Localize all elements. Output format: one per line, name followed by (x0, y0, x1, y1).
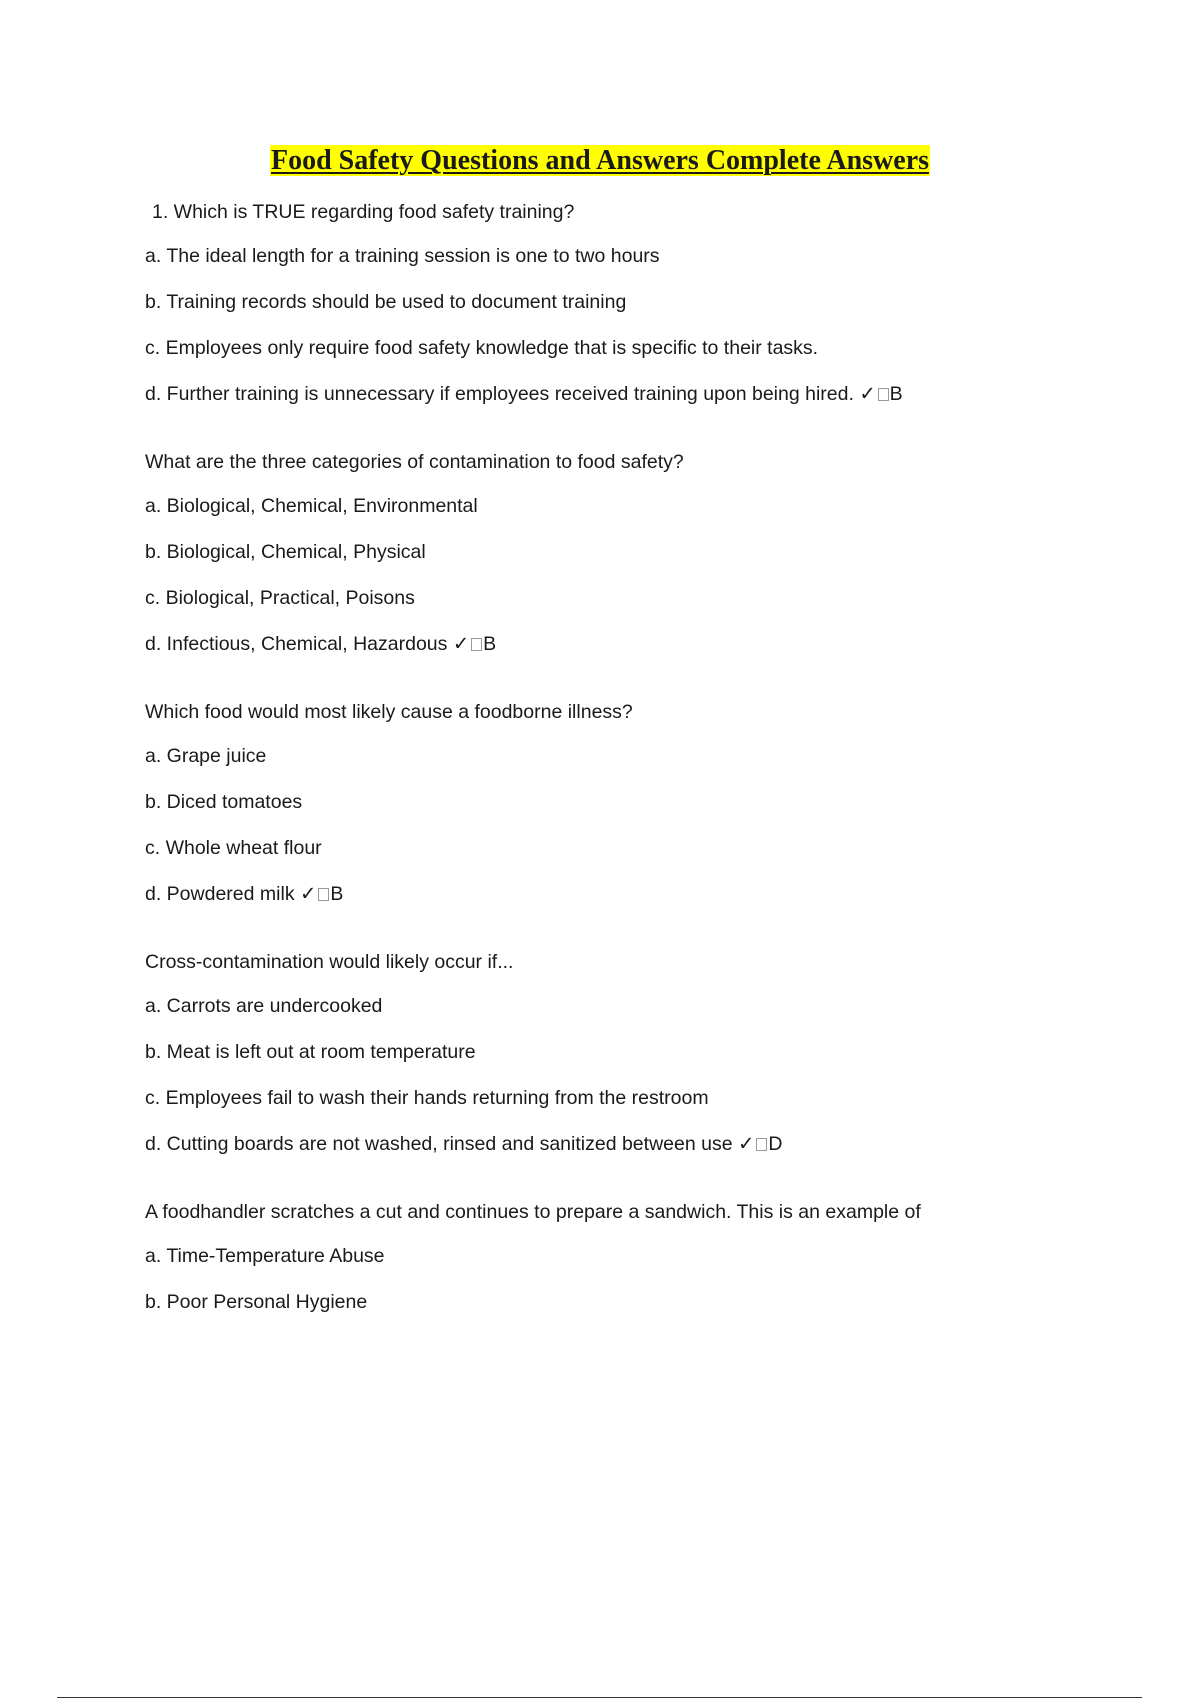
answer-key (859, 383, 902, 405)
option-d: d. Powdered milk (145, 883, 295, 905)
question-text: Cross-contamination would likely occur if... (145, 951, 514, 973)
question-1 (145, 201, 1145, 405)
option-a: a. Time-Temperature Abuse (145, 1245, 385, 1267)
answer-letter: D (768, 1133, 783, 1155)
question-3 (145, 701, 1145, 905)
question-text: 1. Which is TRUE regarding food safety training? (152, 201, 575, 223)
answer-letter: B (330, 883, 344, 905)
check-icon: ✓ (300, 883, 317, 905)
question-text: Which food would most likely cause a foodborne illness? (145, 701, 633, 723)
option-d-with-answer (145, 633, 1145, 655)
footer-divider (57, 1697, 1142, 1698)
question-2 (145, 451, 1145, 655)
check-icon: ✓ (452, 633, 470, 655)
answer-letter: B (889, 383, 903, 405)
question-text: What are the three categories of contamination to food safety? (145, 451, 684, 473)
checkbox-glyph-icon (756, 1138, 767, 1151)
question-text: A foodhandler scratches a cut and continues to prepare a sandwich. This is an example of (145, 1201, 921, 1223)
check-icon: ✓ (859, 383, 876, 405)
answer-key (738, 1133, 782, 1155)
option-d: d. Cutting boards are not washed, rinsed and sanitized between use (145, 1133, 733, 1155)
answer-key (300, 883, 343, 905)
option-a: a. Grape juice (145, 745, 267, 767)
option-d: d. Further training is unnecessary if employees received training upon being hired. (145, 383, 854, 405)
option-d-with-answer (145, 1133, 1145, 1155)
checkbox-glyph-icon (318, 888, 329, 901)
questions-list (145, 201, 1145, 1359)
check-icon: ✓ (737, 1133, 755, 1155)
answer-letter: B (483, 633, 497, 655)
option-b: b. Biological, Chemical, Physical (145, 541, 426, 563)
option-b: b. Poor Personal Hygiene (145, 1291, 368, 1313)
option-d: d. Infectious, Chemical, Hazardous (145, 633, 448, 655)
checkbox-glyph-icon (471, 638, 482, 651)
option-c: c. Employees fail to wash their hands returning from the restroom (145, 1087, 709, 1109)
answer-key (453, 633, 496, 655)
question-4 (145, 951, 1145, 1155)
page-title (0, 144, 1200, 178)
option-c: c. Biological, Practical, Poisons (145, 587, 415, 609)
option-c: c. Whole wheat flour (145, 837, 322, 859)
checkbox-glyph-icon (878, 388, 889, 401)
option-a: a. Biological, Chemical, Environmental (145, 495, 478, 517)
option-d-with-answer (145, 383, 1145, 405)
page-title-text: Food Safety Questions and Answers Complete Answers (270, 145, 930, 176)
option-a: a. The ideal length for a training session is one to two hours (145, 245, 660, 267)
option-b: b. Meat is left out at room temperature (145, 1041, 476, 1063)
option-c: c. Employees only require food safety knowledge that is specific to their tasks. (145, 337, 819, 359)
option-a: a. Carrots are undercooked (145, 995, 383, 1017)
question-5 (145, 1201, 1145, 1313)
option-d-with-answer (145, 883, 1145, 905)
option-b: b. Training records should be used to document training (145, 291, 627, 313)
option-b: b. Diced tomatoes (145, 791, 303, 813)
